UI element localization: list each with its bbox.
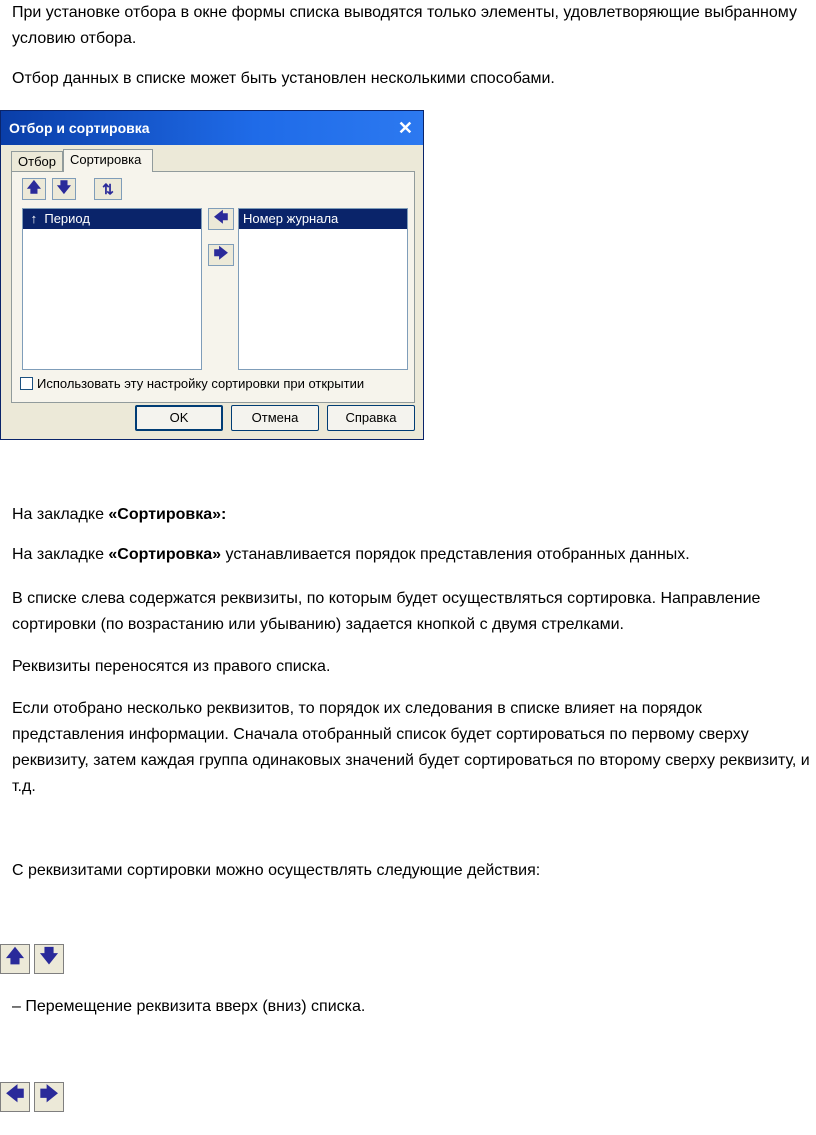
up-arrow-icon: 🡅 xyxy=(0,944,30,974)
down-arrow-icon: 🡇 xyxy=(34,944,64,974)
move-right-button[interactable] xyxy=(208,244,234,266)
intro-paragraph-1: При установке отбора в окне формы списка выводятся только элементы, удовлетворяющие выбранному условию отбора. xyxy=(12,4,797,47)
body-paragraph-5: Реквизиты переносятся из правого списка. xyxy=(12,658,331,675)
available-fields-list[interactable] xyxy=(238,208,408,370)
body-paragraph-3: На закладке «Сортировка» устанавливается порядок представления отобранных данных. xyxy=(12,546,690,563)
left-arrow-icon: 🡄 xyxy=(0,1082,30,1112)
help-button[interactable]: Справка xyxy=(327,405,415,431)
sort-direction-button[interactable] xyxy=(94,178,122,200)
right-arrow-icon: 🡆 xyxy=(34,1082,64,1112)
up-arrow-icon: 🡅 xyxy=(26,179,42,195)
body-paragraph-4: В списке слева содержатся реквизиты, по которым будет осуществляться сортировка. Направление сортировки (по возрастанию или убыванию) задается кнопкой с двумя стрелками. xyxy=(12,590,761,633)
sort-fields-list[interactable] xyxy=(22,208,202,370)
tab-sort[interactable]: Сортировка xyxy=(63,149,153,172)
sort-direction-icon: ⇅ xyxy=(102,180,114,197)
tab-filter[interactable]: Отбор xyxy=(11,151,63,171)
down-arrow-icon: 🡇 xyxy=(56,179,72,195)
list-item[interactable]: Номер журнала xyxy=(239,209,407,229)
dialog-title: Отбор и сортировка xyxy=(9,120,150,136)
left-right-icons xyxy=(0,1082,64,1112)
sort-panel xyxy=(11,171,415,403)
right-arrow-icon: 🡆 xyxy=(213,245,229,261)
body-paragraph-6: Если отобрано несколько реквизитов, то порядок их следования в списке влияет на порядок представления информации. Сначала отобранный список будет сортироваться по первому сверху реквизиту, затем каждая группа одинаковых значений будет сортироваться по второму сверху реквизиту, и т.д. xyxy=(12,700,810,795)
cancel-button[interactable]: Отмена xyxy=(231,405,319,431)
close-icon[interactable]: ✕ xyxy=(397,118,413,138)
move-down-button[interactable] xyxy=(52,178,76,200)
up-down-icons xyxy=(0,944,64,974)
body-paragraph-7: С реквизитами сортировки можно осуществлять следующие действия: xyxy=(12,862,541,879)
use-on-open-checkbox[interactable] xyxy=(20,377,33,390)
use-on-open-label: Использовать эту настройку сортировки при открытии xyxy=(37,376,365,391)
move-up-button[interactable] xyxy=(22,178,46,200)
sort-dialog xyxy=(0,110,424,440)
left-arrow-icon: 🡄 xyxy=(213,209,229,225)
dialog-titlebar xyxy=(1,111,423,145)
move-left-button[interactable] xyxy=(208,208,234,230)
intro-paragraph-2: Отбор данных в списке может быть установлен несколькими способами. xyxy=(12,70,555,87)
list-item[interactable]: ↑ Период xyxy=(23,209,201,229)
section-heading: На закладке «Сортировка»: xyxy=(12,506,227,523)
ok-button[interactable]: OK xyxy=(135,405,223,431)
use-on-open-row[interactable] xyxy=(20,376,364,391)
body-paragraph-8: – Перемещение реквизита вверх (вниз) списка. xyxy=(12,998,366,1015)
